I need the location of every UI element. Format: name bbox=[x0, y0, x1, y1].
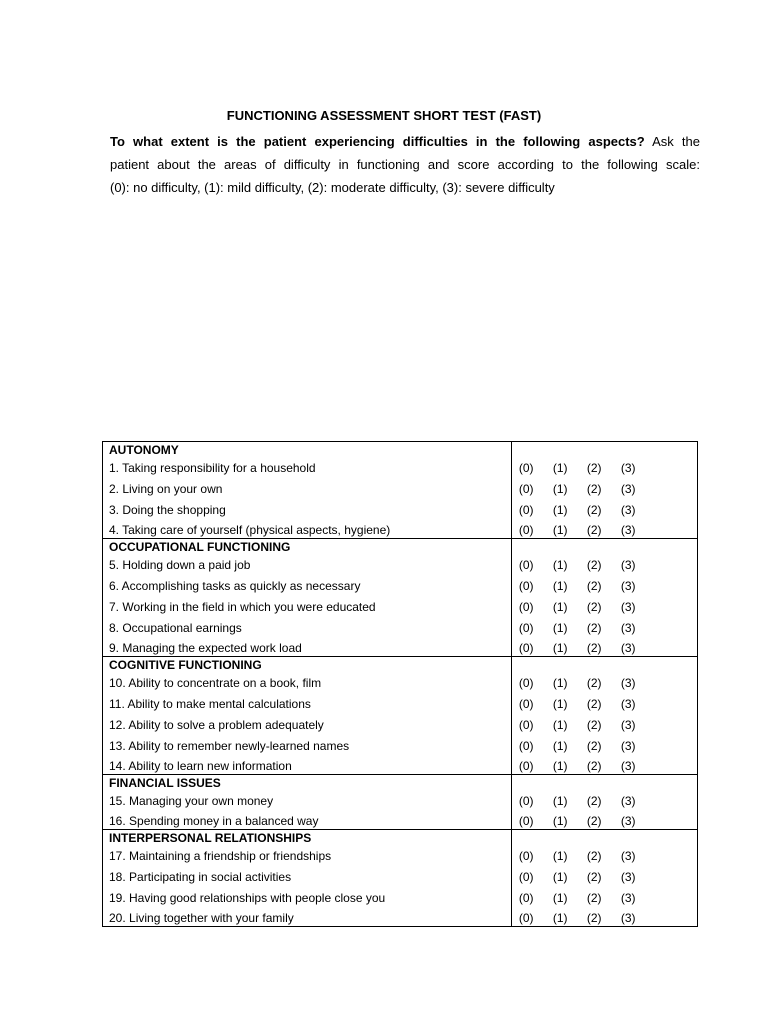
score-option[interactable]: (3) bbox=[620, 759, 636, 773]
score-option[interactable]: (0) bbox=[518, 641, 534, 655]
score-options-row bbox=[512, 791, 697, 812]
score-option[interactable]: (0) bbox=[518, 600, 534, 614]
score-options-row bbox=[512, 846, 697, 867]
score-options-row bbox=[512, 736, 697, 757]
score-option[interactable]: (0) bbox=[518, 558, 534, 572]
item-label: 11. Ability to make mental calculations bbox=[109, 697, 311, 711]
score-options-row bbox=[512, 521, 697, 538]
score-option[interactable]: (3) bbox=[620, 911, 636, 925]
item-label: 9. Managing the expected work load bbox=[109, 641, 302, 655]
item-label: 2. Living on your own bbox=[109, 482, 223, 496]
score-option[interactable]: (1) bbox=[552, 739, 568, 753]
score-option[interactable]: (2) bbox=[586, 641, 602, 655]
page-title: FUNCTIONING ASSESSMENT SHORT TEST (FAST) bbox=[226, 108, 542, 123]
score-option[interactable]: (0) bbox=[518, 759, 534, 773]
score-option[interactable]: (3) bbox=[620, 503, 636, 517]
item-label: 20. Living together with your family bbox=[109, 911, 294, 925]
section-scores-cell bbox=[511, 830, 697, 927]
item-label: 15. Managing your own money bbox=[109, 794, 274, 808]
score-option[interactable]: (1) bbox=[552, 503, 568, 517]
score-option[interactable]: (3) bbox=[620, 870, 636, 884]
score-option[interactable]: (3) bbox=[620, 579, 636, 593]
score-options-row bbox=[512, 812, 697, 829]
item-label: 12. Ability to solve a problem adequately bbox=[109, 718, 324, 732]
score-option[interactable]: (2) bbox=[586, 558, 602, 572]
section-items-cell bbox=[103, 657, 512, 775]
section-scores-cell bbox=[511, 775, 697, 830]
score-option[interactable]: (2) bbox=[586, 600, 602, 614]
instructions-question: To what extent is the patient experiencing difficulties in the following aspects? bbox=[110, 134, 645, 149]
score-option[interactable]: (1) bbox=[552, 641, 568, 655]
item-label: 18. Participating in social activities bbox=[109, 870, 292, 884]
score-option[interactable]: (1) bbox=[552, 676, 568, 690]
score-options-row bbox=[512, 458, 697, 479]
section-heading: OCCUPATIONAL FUNCTIONING bbox=[109, 540, 291, 554]
item-label: 17. Maintaining a friendship or friendships bbox=[109, 849, 332, 863]
section-items-cell bbox=[103, 830, 512, 927]
score-option[interactable]: (3) bbox=[620, 600, 636, 614]
score-option[interactable]: (0) bbox=[518, 739, 534, 753]
section-scores-cell bbox=[511, 657, 697, 775]
score-options-row bbox=[512, 479, 697, 500]
score-options-row bbox=[512, 555, 697, 576]
score-option[interactable]: (0) bbox=[518, 814, 534, 828]
score-option[interactable]: (2) bbox=[586, 697, 602, 711]
score-option[interactable]: (2) bbox=[586, 718, 602, 732]
score-option[interactable]: (0) bbox=[518, 849, 534, 863]
score-option[interactable]: (1) bbox=[552, 600, 568, 614]
score-options-row bbox=[512, 694, 697, 715]
item-label: 13. Ability to remember newly-learned names bbox=[109, 739, 350, 753]
score-option[interactable]: (2) bbox=[586, 911, 602, 925]
score-option[interactable]: (3) bbox=[620, 482, 636, 496]
score-option[interactable]: (2) bbox=[586, 676, 602, 690]
score-option[interactable]: (1) bbox=[552, 849, 568, 863]
score-options-row bbox=[512, 618, 697, 639]
score-options-row bbox=[512, 715, 697, 736]
score-option[interactable]: (2) bbox=[586, 503, 602, 517]
score-option[interactable]: (2) bbox=[586, 759, 602, 773]
score-option[interactable]: (3) bbox=[620, 697, 636, 711]
score-option[interactable]: (0) bbox=[518, 911, 534, 925]
score-option[interactable]: (1) bbox=[552, 482, 568, 496]
score-option[interactable]: (1) bbox=[552, 621, 568, 635]
score-option[interactable]: (2) bbox=[586, 849, 602, 863]
section-items-cell bbox=[103, 442, 512, 539]
section-heading: INTERPERSONAL RELATIONSHIPS bbox=[109, 831, 312, 845]
score-option[interactable]: (2) bbox=[586, 621, 602, 635]
item-label: 19. Having good relationships with people close you bbox=[109, 891, 386, 905]
score-option[interactable]: (2) bbox=[586, 870, 602, 884]
item-label: 8. Occupational earnings bbox=[109, 621, 242, 635]
score-option[interactable]: (3) bbox=[620, 523, 636, 537]
score-option[interactable]: (3) bbox=[620, 814, 636, 828]
item-label: 4. Taking care of yourself (physical aspects, hygiene) bbox=[109, 523, 391, 537]
section-cognitive-functioning bbox=[103, 657, 698, 775]
item-label: 10. Ability to concentrate on a book, film bbox=[109, 676, 322, 690]
item-label: 6. Accomplishing tasks as quickly as necessary bbox=[109, 579, 361, 593]
score-option[interactable]: (0) bbox=[518, 523, 534, 537]
score-options-row bbox=[512, 639, 697, 656]
score-option[interactable]: (1) bbox=[552, 794, 568, 808]
score-option[interactable]: (1) bbox=[552, 558, 568, 572]
score-options-row bbox=[512, 500, 697, 521]
section-scores-cell bbox=[511, 539, 697, 657]
section-heading: FINANCIAL ISSUES bbox=[109, 776, 221, 790]
score-option[interactable]: (3) bbox=[620, 849, 636, 863]
score-option[interactable]: (0) bbox=[518, 461, 534, 475]
score-option[interactable]: (1) bbox=[552, 911, 568, 925]
score-option[interactable]: (2) bbox=[586, 794, 602, 808]
score-option[interactable]: (2) bbox=[586, 739, 602, 753]
score-option[interactable]: (2) bbox=[586, 523, 602, 537]
score-option[interactable]: (2) bbox=[586, 482, 602, 496]
score-option[interactable]: (1) bbox=[552, 759, 568, 773]
score-option[interactable]: (0) bbox=[518, 794, 534, 808]
item-label: 14. Ability to learn new information bbox=[109, 759, 292, 773]
score-option[interactable]: (3) bbox=[620, 891, 636, 905]
score-option[interactable]: (1) bbox=[552, 814, 568, 828]
score-option[interactable]: (0) bbox=[518, 870, 534, 884]
score-options-row bbox=[512, 576, 697, 597]
score-option[interactable]: (1) bbox=[552, 461, 568, 475]
score-option[interactable]: (1) bbox=[552, 697, 568, 711]
score-options-row bbox=[512, 909, 697, 926]
score-option[interactable]: (2) bbox=[586, 891, 602, 905]
section-scores-cell bbox=[511, 442, 697, 539]
score-option[interactable]: (3) bbox=[620, 641, 636, 655]
score-options-row bbox=[512, 673, 697, 694]
score-option[interactable]: (0) bbox=[518, 718, 534, 732]
score-option[interactable]: (3) bbox=[620, 718, 636, 732]
section-items-cell bbox=[103, 775, 512, 830]
section-heading: COGNITIVE FUNCTIONING bbox=[109, 658, 262, 672]
score-options-row bbox=[512, 757, 697, 774]
instructions-line-2: patient about the areas of difficulty in functioning and score according to the following scale: bbox=[110, 157, 700, 172]
score-option[interactable]: (2) bbox=[586, 461, 602, 475]
section-financial-issues bbox=[103, 775, 698, 830]
fast-table bbox=[102, 441, 698, 927]
score-option[interactable]: (3) bbox=[620, 558, 636, 572]
score-options-row bbox=[512, 597, 697, 618]
instructions bbox=[110, 130, 700, 199]
item-label: 3. Doing the shopping bbox=[109, 503, 226, 517]
section-interpersonal-relationships bbox=[103, 830, 698, 927]
score-option[interactable]: (1) bbox=[552, 870, 568, 884]
score-option[interactable]: (0) bbox=[518, 579, 534, 593]
score-option[interactable]: (1) bbox=[552, 523, 568, 537]
score-option[interactable]: (3) bbox=[620, 676, 636, 690]
score-option[interactable]: (0) bbox=[518, 676, 534, 690]
score-option[interactable]: (0) bbox=[518, 482, 534, 496]
section-occupational-functioning bbox=[103, 539, 698, 657]
section-items-cell bbox=[103, 539, 512, 657]
score-options-row bbox=[512, 867, 697, 888]
score-option[interactable]: (3) bbox=[620, 794, 636, 808]
score-option[interactable]: (2) bbox=[586, 579, 602, 593]
score-option[interactable]: (0) bbox=[518, 621, 534, 635]
score-option[interactable]: (1) bbox=[552, 579, 568, 593]
score-option[interactable]: (0) bbox=[518, 891, 534, 905]
score-options-row bbox=[512, 888, 697, 909]
section-heading: AUTONOMY bbox=[109, 443, 179, 457]
item-label: 16. Spending money in a balanced way bbox=[109, 814, 319, 828]
score-option[interactable]: (3) bbox=[620, 739, 636, 753]
score-option[interactable]: (1) bbox=[552, 891, 568, 905]
item-label: 7. Working in the field in which you were educated bbox=[109, 600, 376, 614]
item-label: 1. Taking responsibility for a household bbox=[109, 461, 316, 475]
item-label: 5. Holding down a paid job bbox=[109, 558, 251, 572]
score-option[interactable]: (0) bbox=[518, 503, 534, 517]
score-option[interactable]: (1) bbox=[552, 718, 568, 732]
instructions-tail: Ask the bbox=[644, 134, 700, 149]
score-option[interactable]: (3) bbox=[620, 621, 636, 635]
score-option[interactable]: (2) bbox=[586, 814, 602, 828]
section-autonomy bbox=[103, 442, 698, 539]
score-option[interactable]: (0) bbox=[518, 697, 534, 711]
score-option[interactable]: (3) bbox=[620, 461, 636, 475]
instructions-line-1 bbox=[110, 130, 700, 153]
instructions-scale: (0): no difficulty, (1): mild difficulty, (2): moderate difficulty, (3): severe difficulty bbox=[110, 180, 555, 195]
